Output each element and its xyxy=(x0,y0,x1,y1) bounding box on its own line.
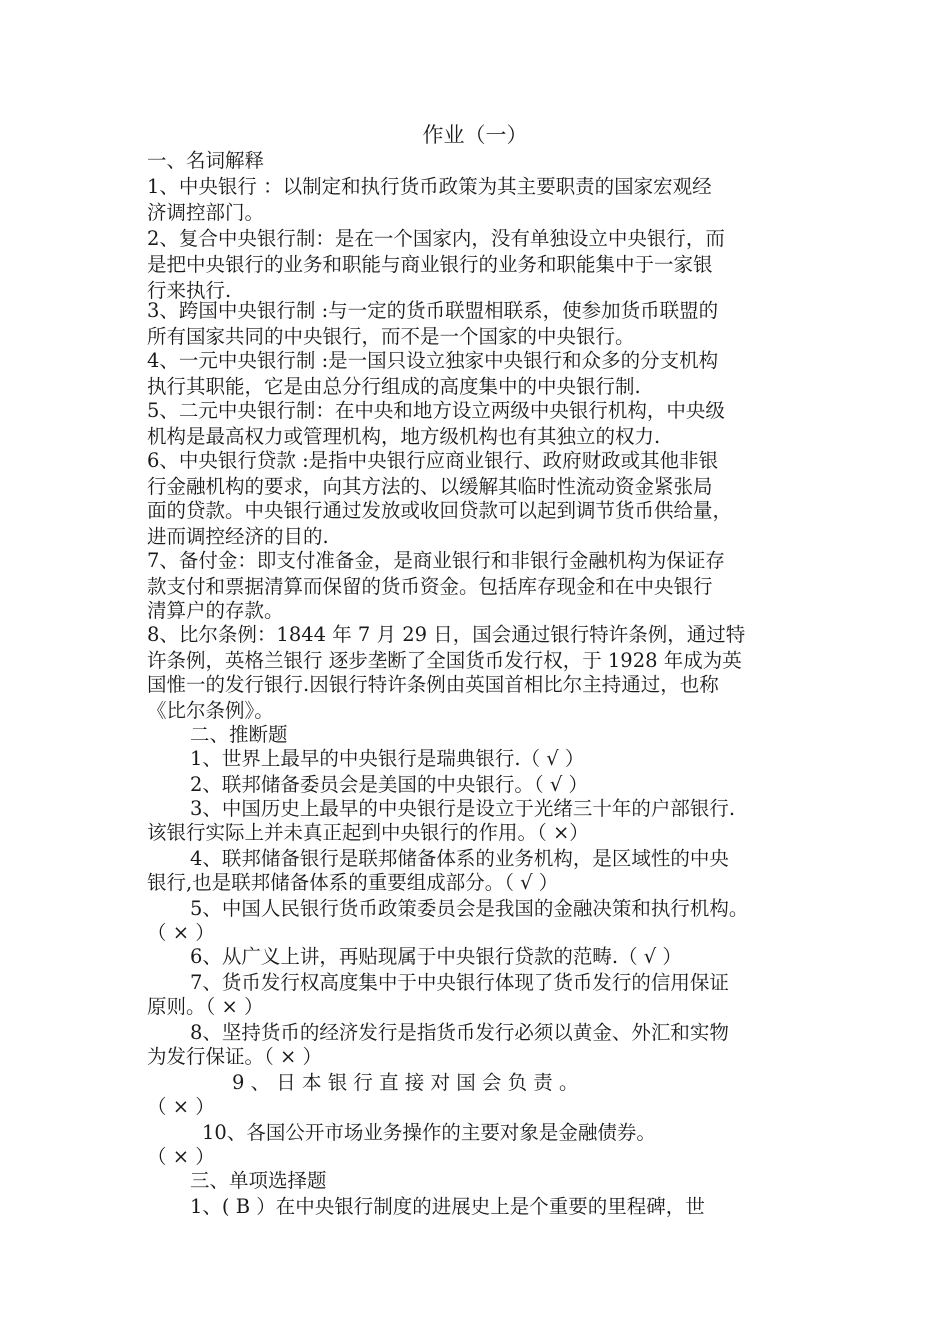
question-line: （ × ） xyxy=(147,1145,215,1168)
page-title: 作业（一） xyxy=(422,123,528,147)
question-line: 5、中国人民银行货币政策委员会是我国的金融决策和执行机构。 xyxy=(190,897,749,920)
text-line: 所有国家共同的中央银行，而不是一个国家的中央银行。 xyxy=(147,325,635,348)
question-line: 8、坚持货币的经济发行是指货币发行必须以黄金、外汇和实物 xyxy=(190,1021,729,1044)
text-line: 6、中央银行贷款 :是指中央银行应商业银行、政府财政或其他非银 xyxy=(147,449,719,472)
question-line: 4、联邦储备银行是联邦储备体系的业务机构，是区域性的中央 xyxy=(190,847,729,870)
text-line: 济调控部门。 xyxy=(147,201,265,224)
question-line: 10、各国公开市场业务操作的主要对象是金融债券。 xyxy=(202,1121,656,1144)
question-line: 6、从广义上讲，再贴现属于中央银行贷款的范畴.（ √ ） xyxy=(190,945,682,968)
text-line: 清算户的存款。 xyxy=(147,599,284,622)
text-line: 7、备付金：即支付准备金，是商业银行和非银行金融机构为保证存 xyxy=(147,549,725,572)
question-line: 银行,也是联邦储备体系的重要组成部分。（ √ ） xyxy=(147,871,559,894)
text-line: 5、二元中央银行制：在中央和地方设立两级中央银行机构，中央级 xyxy=(147,399,725,422)
text-line: 《比尔条例》。 xyxy=(147,699,274,722)
question-line: 该银行实际上并未真正起到中央银行的作用。（ ×） xyxy=(147,821,589,844)
question-line: 3、中国历史上最早的中央银行是设立于光绪三十年的户部银行. xyxy=(190,797,736,820)
question-line: 为发行保证。（ × ） xyxy=(147,1045,322,1068)
text-line: 4、一元中央银行制 :是一国只设立独家中央银行和众多的分支机构 xyxy=(147,349,719,372)
text-line: 国惟一的发行银行.因银行特许条例由英国首相比尔主持通过，也称 xyxy=(147,673,719,696)
text-line: 3、跨国中央银行制 :与一定的货币联盟相联系，使参加货币联盟的 xyxy=(147,299,719,322)
text-line: 是把中央银行的业务和职能与商业银行的业务和职能集中于一家银 xyxy=(147,253,713,276)
text-line: 2、复合中央银行制：是在一个国家内，没有单独设立中央银行，而 xyxy=(147,227,725,250)
section-heading-choice: 三、单项选择题 xyxy=(190,1169,327,1192)
section-heading-terms: 一、名词解释 xyxy=(147,149,265,172)
question-line: 1、( B ）在中央银行制度的进展史上是个重要的里程碑，世 xyxy=(190,1195,705,1218)
text-line: 机构是最高权力或管理机构，地方级机构也有其独立的权力. xyxy=(147,425,661,448)
text-line: 行金融机构的要求，向其方法的、以缓解其临时性流动资金紧张局 xyxy=(147,475,713,498)
section-heading-judgement: 二、推断题 xyxy=(190,723,288,746)
text-line: 8、比尔条例：1844 年 7 月 29 日，国会通过银行特许条例，通过特 xyxy=(147,623,746,646)
text-line: 款支付和票据清算而保留的货币资金。包括库存现金和在中央银行 xyxy=(147,575,713,598)
text-line: 行来执行. xyxy=(147,279,232,302)
question-line: 7、货币发行权高度集中于中央银行体现了货币发行的信用保证 xyxy=(190,971,729,994)
question-line: 原则。（ × ） xyxy=(147,995,264,1018)
text-line: 许条例，英格兰银行 逐步垄断了全国货币发行权，于 1928 年成为英 xyxy=(147,649,742,672)
question-line: 1、世界上最早的中央银行是瑞典银行.（ √ ） xyxy=(190,747,585,770)
question-line: （ × ） xyxy=(147,1095,215,1118)
text-line: 执行其职能，它是由总分行组成的高度集中的中央银行制. xyxy=(147,375,641,398)
text-line: 进而调控经济的目的. xyxy=(147,525,329,548)
question-line: （ × ） xyxy=(147,921,215,944)
question-line: 9 、 日 本 银 行 直 接 对 国 会 负 责 。 xyxy=(232,1071,579,1094)
question-line: 2、联邦储备委员会是美国的中央银行。（ √ ） xyxy=(190,773,588,796)
text-line: 1、中央银行 ：以制定和执行货币政策为其主要职责的国家宏观经 xyxy=(147,175,712,198)
text-line: 面的贷款。中央银行通过发放或收回贷款可以起到调节货币供给量， xyxy=(147,499,733,522)
